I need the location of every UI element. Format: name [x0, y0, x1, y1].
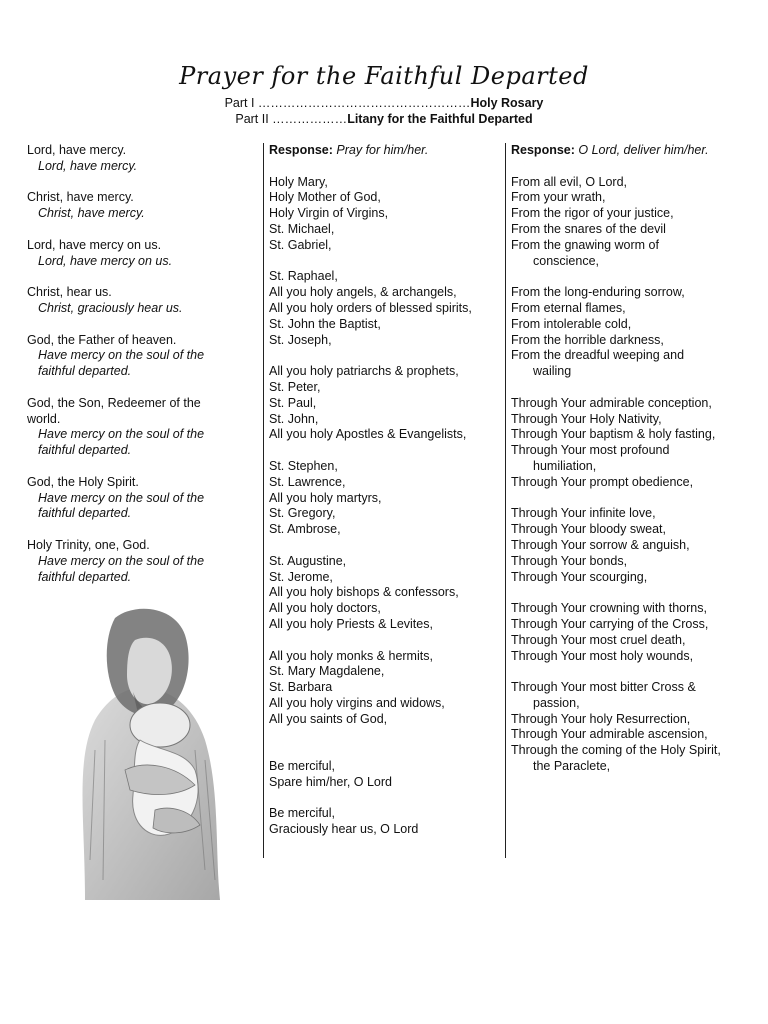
part-one-name: Holy Rosary: [470, 96, 544, 110]
deliverance-group: [511, 396, 763, 491]
petition-line: From your wrath,: [511, 190, 606, 205]
saint-line: All you holy bishops & confessors,: [269, 585, 459, 600]
response-line: [269, 143, 501, 159]
petition-line-continued: the Paraclete,: [533, 759, 611, 774]
saints-group: [269, 554, 501, 633]
invocation-block: [27, 285, 252, 317]
response-line: [511, 143, 763, 159]
closing-group: [269, 759, 501, 791]
invocation-response: Have mercy on the soul of the: [38, 490, 205, 505]
petition-line: Through Your most holy wounds,: [511, 648, 694, 663]
saint-line: All you holy monks & hermits,: [269, 648, 433, 663]
part-two-name: Litany for the Faithful Departed: [347, 112, 533, 126]
deliverance-group: [511, 175, 763, 270]
response-text: Pray for him/her.: [336, 143, 429, 157]
saint-line: All you holy Priests & Levites,: [269, 616, 433, 631]
closing-group: [269, 806, 501, 838]
invocation-block: [27, 333, 252, 380]
deliverance-group: [511, 506, 763, 585]
saint-line: St. Paul,: [269, 395, 317, 410]
invocation-response: faithful departed.: [38, 364, 132, 379]
saint-line: St. Ambrose,: [269, 522, 341, 537]
closing-line: Graciously hear us, O Lord: [269, 822, 419, 837]
invocation-call: God, the Father of heaven.: [27, 332, 177, 347]
invocation-call: Holy Trinity, one, God.: [27, 537, 150, 552]
petition-line: Through Your most profound: [511, 443, 670, 458]
litany-column-intro: [27, 143, 252, 601]
saint-line: St. Augustine,: [269, 553, 347, 568]
saint-line: All you holy virgins and widows,: [269, 695, 445, 710]
jesus-holding-infant-illustration: [55, 600, 235, 900]
invocation-response: Have mercy on the soul of the: [38, 553, 205, 568]
invocation-block: [27, 538, 252, 585]
invocation-call: world.: [27, 411, 61, 426]
deliverance-group: [511, 601, 763, 664]
petition-line: Through Your bloody sweat,: [511, 522, 666, 537]
petition-line: From eternal flames,: [511, 300, 626, 315]
saint-line: Holy Mary,: [269, 174, 328, 189]
invocation-response: faithful departed.: [38, 443, 132, 458]
petition-line: Through Your scourging,: [511, 569, 648, 584]
petition-line: Through Your crowning with thorns,: [511, 601, 707, 616]
saint-line: All you holy doctors,: [269, 601, 381, 616]
petition-line: From the horrible darkness,: [511, 332, 664, 347]
invocation-block: [27, 396, 252, 459]
saint-line: St. Stephen,: [269, 458, 338, 473]
petition-line: From the snares of the devil: [511, 221, 666, 236]
petition-line-continued: conscience,: [533, 253, 600, 268]
saint-line: St. Barbara: [269, 680, 333, 695]
saint-line: St. Lawrence,: [269, 474, 346, 489]
invocation-block: [27, 238, 252, 270]
petition-line: Through Your prompt obedience,: [511, 474, 694, 489]
petition-line: Through Your admirable ascension,: [511, 727, 708, 742]
petition-line: Through Your holy Resurrection,: [511, 711, 691, 726]
closing-line: Spare him/her, O Lord: [269, 774, 392, 789]
part-two-line: [0, 112, 768, 126]
invocation-response: Christ, graciously hear us.: [38, 300, 183, 315]
saint-line: St. John the Baptist,: [269, 316, 381, 331]
petition-line: Through Your baptism & holy fasting,: [511, 427, 716, 442]
part-one-label: Part I ……………………………………………: [224, 96, 471, 110]
saint-line: All you holy martyrs,: [269, 490, 382, 505]
invocation-response: Lord, have mercy.: [38, 158, 138, 173]
part-one-line: [0, 96, 768, 110]
petition-line-continued: wailing: [533, 364, 572, 379]
invocation-block: [27, 190, 252, 222]
closing-line: Be merciful,: [269, 806, 335, 821]
saint-line: All you holy orders of blessed spirits,: [269, 300, 472, 315]
invocation-response: Christ, have mercy.: [38, 206, 145, 221]
deliverance-group: [511, 680, 763, 775]
saint-line: Holy Mother of God,: [269, 190, 381, 205]
invocation-response: Have mercy on the soul of the: [38, 348, 205, 363]
petition-line: Through Your infinite love,: [511, 506, 656, 521]
petition-line: From the gnawing worm of: [511, 237, 659, 252]
saint-line: St. Peter,: [269, 379, 321, 394]
saints-group: [269, 649, 501, 728]
invocation-call: Christ, hear us.: [27, 285, 112, 300]
invocation-block: [27, 143, 252, 175]
petition-line: Through Your most cruel death,: [511, 632, 686, 647]
saint-line: All you holy patriarchs & prophets,: [269, 364, 459, 379]
saints-group: [269, 459, 501, 538]
petition-line-continued: passion,: [533, 695, 580, 710]
closing-line: Be merciful,: [269, 759, 335, 774]
response-label: Response:: [269, 143, 333, 157]
petition-line: From all evil, O Lord,: [511, 174, 628, 189]
saint-line: All you saints of God,: [269, 711, 388, 726]
saint-line: All you holy angels, & archangels,: [269, 285, 457, 300]
response-text: O Lord, deliver him/her.: [578, 143, 709, 157]
saints-group: [269, 364, 501, 443]
invocation-block: [27, 475, 252, 522]
saint-line: St. Jerome,: [269, 569, 333, 584]
invocation-call: God, the Son, Redeemer of the: [27, 395, 201, 410]
petition-line: Through the coming of the Holy Spirit,: [511, 743, 721, 758]
saint-line: St. Gabriel,: [269, 237, 332, 252]
page-title: Prayer for the Faithful Departed: [179, 62, 589, 90]
saint-line: Holy Virgin of Virgins,: [269, 206, 389, 221]
petition-line: Through Your admirable conception,: [511, 395, 712, 410]
petition-line: From the dreadful weeping and: [511, 348, 685, 363]
invocation-call: Lord, have mercy on us.: [27, 237, 162, 252]
saint-line: St. Joseph,: [269, 332, 332, 347]
petition-line: From the long-enduring sorrow,: [511, 285, 685, 300]
response-label: Response:: [511, 143, 575, 157]
saints-group: [269, 269, 501, 348]
petition-line: From the rigor of your justice,: [511, 206, 674, 221]
saint-line: St. John,: [269, 411, 319, 426]
invocation-response: faithful departed.: [38, 569, 132, 584]
saint-line: St. Gregory,: [269, 506, 336, 521]
petition-line: Through Your bonds,: [511, 553, 628, 568]
saint-line: St. Raphael,: [269, 269, 338, 284]
saint-line: All you holy Apostles & Evangelists,: [269, 427, 467, 442]
saints-group: [269, 175, 501, 254]
petition-line: From intolerable cold,: [511, 316, 632, 331]
invocation-call: God, the Holy Spirit.: [27, 474, 139, 489]
petition-line: Through Your sorrow & anguish,: [511, 537, 690, 552]
column-divider: [263, 143, 264, 858]
column-divider: [505, 143, 506, 858]
invocation-response: faithful departed.: [38, 506, 132, 521]
invocation-call: Christ, have mercy.: [27, 190, 134, 205]
petition-line: Through Your most bitter Cross &: [511, 680, 696, 695]
petition-line: Through Your Holy Nativity,: [511, 411, 662, 426]
saint-line: St. Michael,: [269, 221, 335, 236]
petition-line-continued: humiliation,: [533, 458, 597, 473]
invocation-response: Have mercy on the soul of the: [38, 427, 205, 442]
part-two-label: Part II ………………: [235, 112, 348, 126]
invocation-response: Lord, have mercy on us.: [38, 253, 173, 268]
petition-line: Through Your carrying of the Cross,: [511, 616, 709, 631]
litany-column-saints: [269, 143, 501, 854]
litany-column-deliverance: [511, 143, 763, 791]
deliverance-group: [511, 285, 763, 380]
saint-line: St. Mary Magdalene,: [269, 664, 385, 679]
invocation-call: Lord, have mercy.: [27, 143, 127, 157]
